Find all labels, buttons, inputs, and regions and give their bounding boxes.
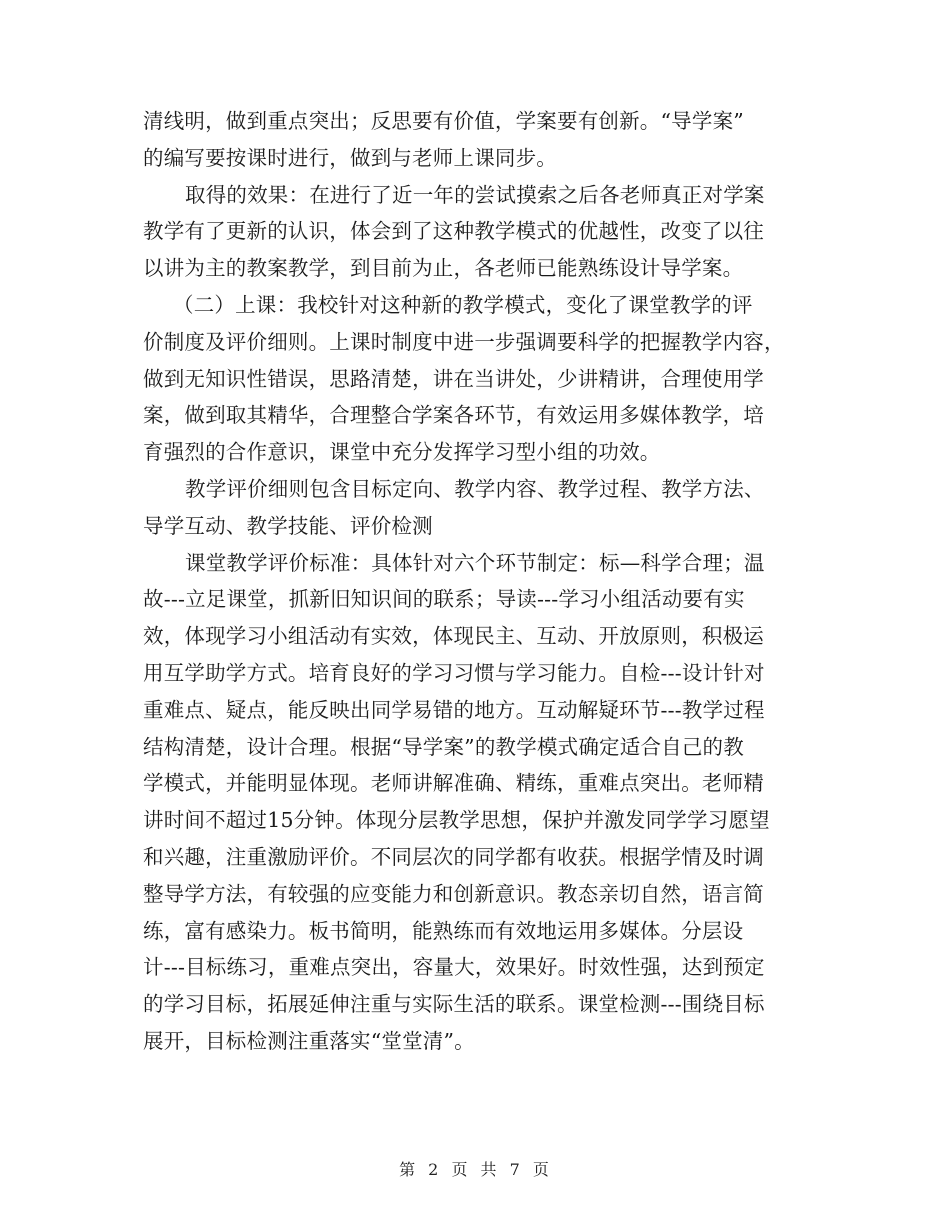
- text-line: 导学互动、教学技能、评价检测: [143, 513, 433, 538]
- text-line: 的编写要按课时进行，做到与老师上课同步。: [143, 145, 557, 170]
- text-line: 育强烈的合作意识，课堂中充分发挥学习型小组的功效。: [143, 440, 661, 465]
- page-number-footer: 第 2 页 共 7 页: [399, 1160, 551, 1179]
- text-line: 取得的效果：在进行了近一年的尝试摸索之后各老师真正对学案: [185, 182, 765, 207]
- text-line: 的学习目标，拓展延伸注重与实际生活的联系。课堂检测---围绕目标: [143, 992, 765, 1017]
- text-line: 和兴趣，注重激励评价。不同层次的同学都有收获。根据学情及时调: [143, 844, 764, 869]
- text-line: 整导学方法，有较强的应变能力和创新意识。教态亲切自然，语言简: [143, 881, 764, 906]
- text-line: 练，富有感染力。板书简明，能熟练而有效地运用多媒体。分层设: [143, 918, 744, 943]
- text-line: 学模式，并能明显体现。老师讲解准确、精练，重难点突出。老师精: [143, 771, 764, 796]
- document-body: [143, 103, 809, 1060]
- text-line: 故---立足课堂，抓新旧知识间的联系；导读---学习小组活动要有实: [143, 587, 745, 612]
- text-line: （二）上课：我校针对这种新的教学模式，变化了课堂教学的评: [173, 292, 753, 317]
- paragraph: [143, 177, 809, 287]
- text-line: 计---目标练习，重难点突出，容量大，效果好。时效性强，达到预定: [143, 955, 765, 980]
- text-line: 教学评价细则包含目标定向、教学内容、教学过程、教学方法、: [185, 476, 765, 501]
- paragraph: [143, 545, 809, 1060]
- text-line: 用互学助学方式。培育良好的学习习惯与学习能力。自检---设计针对: [143, 660, 765, 685]
- text-line: 效，体现学习小组活动有实效，体现民主、互动、开放原则，积极运: [143, 624, 764, 649]
- text-line: 展开，目标检测注重落实“堂堂清”。: [143, 1028, 475, 1053]
- paragraph: [143, 103, 809, 177]
- text-line: 以讲为主的教案教学，到目前为止，各老师已能熟练设计导学案。: [143, 256, 744, 281]
- text-line: 案，做到取其精华，合理整合学案各环节，有效运用多媒体教学，培: [143, 403, 764, 428]
- text-line: 课堂教学评价标准：具体针对六个环节制定：标—科学合理；温: [185, 550, 765, 575]
- text-line: 清线明，做到重点突出；反思要有价值，学案要有创新。“导学案”: [143, 109, 744, 133]
- text-line: 结构清楚，设计合理。根据“导学案”的教学模式确定适合自己的教: [143, 734, 744, 759]
- text-line: 重难点、疑点，能反映出同学易错的地方。互动解疑环节---教学过程: [143, 697, 765, 722]
- text-line: 做到无知识性错误，思路清楚，讲在当讲处，少讲精讲，合理使用学: [143, 366, 764, 391]
- text-line: 讲时间不超过15分钟。体现分层教学思想，保护并激发同学学习愿望: [143, 808, 770, 833]
- paragraph: [143, 287, 809, 471]
- text-line: 价制度及评价细则。上课时制度中进一步强调要科学的把握教学内容，: [143, 329, 785, 354]
- text-line: 教学有了更新的认识，体会到了这种教学模式的优越性，改变了以往: [143, 219, 764, 244]
- paragraph: [143, 471, 809, 545]
